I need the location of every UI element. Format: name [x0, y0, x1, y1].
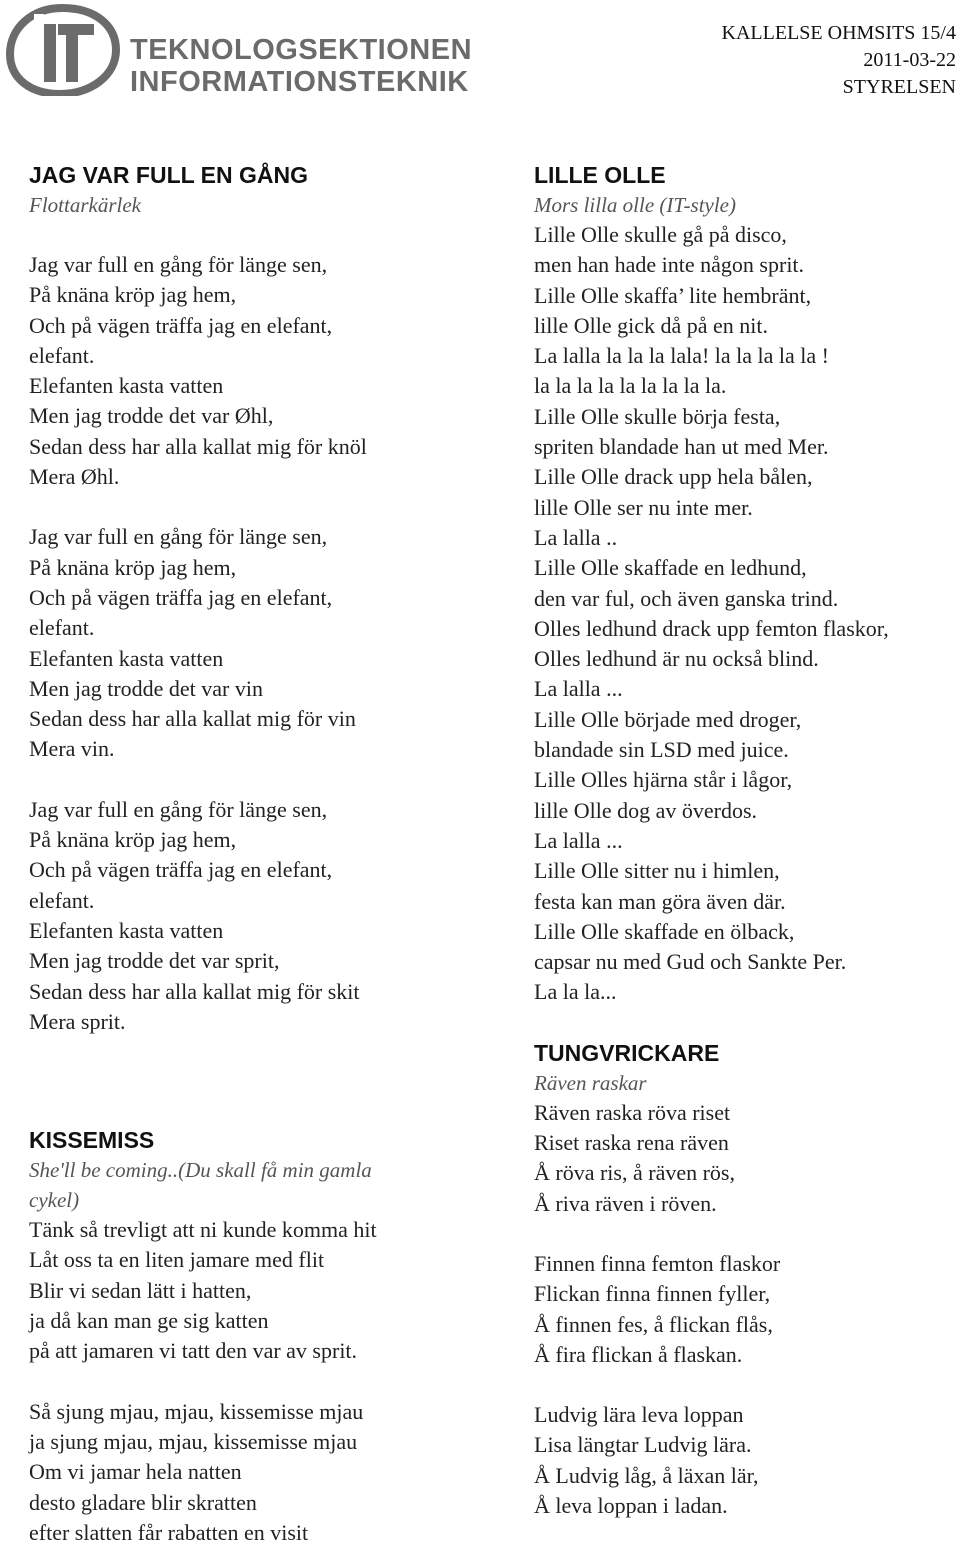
verse-line: festa kan man göra även där.	[534, 888, 786, 914]
verse-line: La lalla ..	[534, 524, 618, 550]
verse-line: capsar nu med Gud och Sankte Per.	[534, 949, 847, 975]
verse-line: Finnen finna femton flaskor	[534, 1250, 781, 1276]
verse-line: Olles ledhund är nu också blind.	[534, 646, 819, 672]
verse-line: Lille Olle skaffade en ölback,	[534, 918, 795, 944]
verse-line: Tänk så trevligt att ni kunde komma hit	[29, 1217, 377, 1243]
verse-line: Lille Olle började med droger,	[534, 706, 802, 732]
verse-line: elefant.	[29, 887, 95, 913]
verse-line: Å leva loppan i ladan.	[534, 1492, 728, 1518]
verse-line: Ludvig lära leva loppan	[534, 1402, 744, 1428]
verse-line: Sedan dess har alla kallat mig för knöl	[29, 433, 367, 459]
song-subtitle: Mors lilla olle (IT-style)	[534, 193, 736, 217]
verse-line: Å röva ris, å räven rös,	[534, 1160, 735, 1186]
verse-line: Och på vägen träffa jag en elefant,	[29, 857, 333, 883]
verse-line: Flickan finna finnen fyller,	[534, 1281, 771, 1307]
song-verse	[534, 1400, 958, 1521]
verse-line: Lille Olle skaffa’ lite hembränt,	[534, 282, 812, 308]
song-subtitle: Flottarkärlek	[29, 193, 141, 217]
verse-line: La la la...	[534, 979, 617, 1005]
song-verse	[29, 795, 489, 1037]
verse-line: elefant.	[29, 615, 95, 641]
verse-line: På knäna kröp jag hem,	[29, 554, 237, 580]
verse-line: På knäna kröp jag hem,	[29, 827, 237, 853]
song-title: JAG VAR FULL EN GÅNG	[29, 162, 308, 188]
verse-line: Lille Olle skulle gå på disco,	[534, 222, 787, 247]
song-subtitle: Räven raskar	[534, 1070, 647, 1095]
song-verse	[534, 1098, 958, 1219]
verse-line: Mera sprit.	[29, 1008, 126, 1034]
verse-line: Och på vägen träffa jag en elefant,	[29, 312, 333, 338]
verse-line: efter slatten får rabatten en visit	[29, 1519, 309, 1545]
page-header	[0, 0, 960, 110]
song-verse	[29, 1397, 489, 1548]
song-verse	[29, 250, 489, 492]
verse-line: Men jag trodde det var vin	[29, 675, 263, 701]
verse-line: blandade sin LSD med juice.	[534, 737, 789, 763]
verse-line: Å fira flickan å flaskan.	[534, 1341, 743, 1367]
verse-line: Jag var full en gång för länge sen,	[29, 252, 328, 277]
song-verse	[534, 1249, 958, 1370]
verse-line: Om vi jamar hela natten	[29, 1459, 242, 1485]
verse-line: Olles ledhund drack upp femton flaskor,	[534, 615, 889, 641]
verse-line: Jag var full en gång för länge sen,	[29, 524, 328, 550]
verse-line: lille Olle ser nu inte mer.	[534, 494, 753, 520]
verse-line: Å riva räven i röven.	[534, 1190, 717, 1216]
verse-line: Lille Olle skulle börja festa,	[534, 403, 781, 429]
verse-line: Mera vin.	[29, 736, 115, 762]
verse-line: Lille Olle drack upp hela bålen,	[534, 464, 813, 490]
song-title: TUNGVRICKARE	[534, 1039, 720, 1066]
verse-line: desto gladare blir skratten	[29, 1489, 257, 1515]
verse-line: Och på vägen träffa jag en elefant,	[29, 584, 333, 610]
verse-line: Elefanten kasta vatten	[29, 373, 224, 399]
meta-author: STYRELSEN	[842, 76, 956, 98]
verse-line: men han hade inte någon sprit.	[534, 252, 805, 278]
verse-line: Räven raska röva riset	[534, 1099, 731, 1125]
verse-line: la la la la la la la la la.	[534, 373, 727, 399]
document-meta	[722, 20, 956, 101]
verse-line: ja då kan man ge sig katten	[29, 1308, 269, 1334]
verse-line: Sedan dess har alla kallat mig för skit	[29, 978, 360, 1004]
verse-line: Blir vi sedan lätt i hatten,	[29, 1277, 252, 1303]
verse-line: Lille Olles hjärna står i lågor,	[534, 767, 793, 793]
verse-line: La lalla la la la lala! la la la la la !	[534, 343, 829, 369]
verse-line: Mera Øhl.	[29, 464, 120, 490]
song-verse	[29, 1215, 489, 1366]
verse-line: Elefanten kasta vatten	[29, 645, 224, 671]
verse-line: Elefanten kasta vatten	[29, 917, 224, 943]
verse-line: På knäna kröp jag hem,	[29, 282, 237, 308]
org-line-1: TEKNOLOGSEKTIONEN	[130, 34, 473, 66]
song-subtitle: She'll be coming..(Du skall få min gamla	[29, 1158, 372, 1183]
verse-line: lille Olle gick då på en nit.	[534, 312, 768, 338]
verse-line: Lisa längtar Ludvig lära.	[534, 1432, 752, 1458]
organization-name	[130, 34, 472, 98]
verse-line: Så sjung mjau, mjau, kissemisse mjau	[29, 1398, 364, 1424]
verse-line: den var ful, och även ganska trind.	[534, 585, 839, 611]
it-logo-icon	[4, 4, 122, 96]
verse-line: Sedan dess har alla kallat mig för vin	[29, 706, 356, 732]
verse-line: Riset raska rena räven	[534, 1130, 729, 1156]
song-verse	[29, 522, 489, 764]
verse-line: La lalla ...	[534, 827, 623, 853]
verse-line: La lalla ...	[534, 676, 623, 702]
verse-line: elefant.	[29, 342, 95, 368]
meta-title: KALLELSE OHMSITS 15/4	[721, 22, 956, 44]
right-column	[534, 160, 958, 1521]
song-title: KISSEMISS	[29, 1127, 155, 1154]
meta-date: 2011-03-22	[863, 49, 956, 71]
song-title: LILLE OLLE	[534, 162, 666, 188]
verse-line: Men jag trodde det var sprit,	[29, 948, 280, 974]
org-line-2: INFORMATIONSTEKNIK	[130, 66, 469, 98]
verse-line: Jag var full en gång för länge sen,	[29, 796, 328, 822]
verse-line: lille Olle dog av överdos.	[534, 797, 758, 823]
verse-line: Å finnen fes, å flickan flås,	[534, 1311, 773, 1337]
song-verse	[534, 220, 958, 1008]
verse-line: ja sjung mjau, mjau, kissemisse mjau	[29, 1428, 358, 1454]
left-column	[29, 160, 489, 1548]
verse-line: Låt oss ta en liten jamare med flit	[29, 1247, 325, 1273]
verse-line: Men jag trodde det var Øhl,	[29, 403, 274, 429]
song-subtitle: cykel)	[29, 1188, 80, 1213]
verse-line: spriten blandade han ut med Mer.	[534, 434, 829, 460]
verse-line: Lille Olle skaffade en ledhund,	[534, 555, 807, 581]
verse-line: Å Ludvig låg, å läxan lär,	[534, 1462, 759, 1488]
verse-line: på att jamaren vi tatt den var av sprit.	[29, 1338, 358, 1364]
verse-line: Lille Olle sitter nu i himlen,	[534, 858, 780, 884]
